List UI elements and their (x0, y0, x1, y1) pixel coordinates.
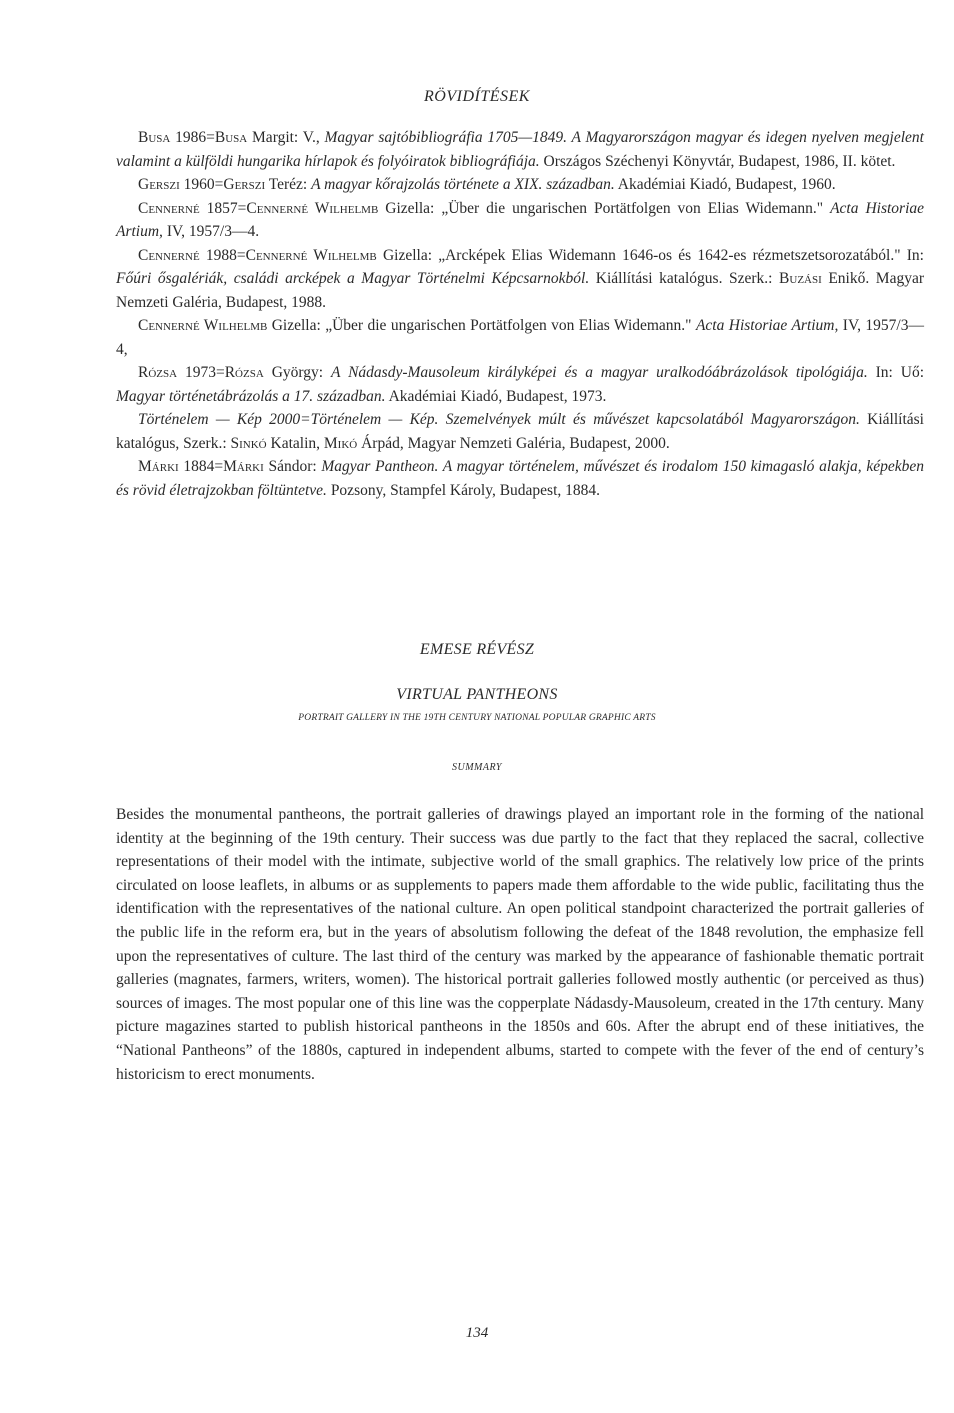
bibliography-entry (116, 408, 924, 455)
entry-segment: Márki (138, 458, 179, 475)
entry-segment: Márki (223, 458, 264, 475)
page-number: 134 (465, 1325, 489, 1341)
entry-segment: Busa (138, 129, 171, 146)
entry-segment: 1884= (178, 458, 224, 475)
entry-segment: Országos Széchenyi Könyvtár, Budapest, 1986, II. kötet. (539, 152, 896, 170)
entry-segment: Gizella: „Arcképek Elias Widemann 1646-os és 1642-es rézmetszetsorozatából." In: (376, 246, 924, 264)
entry-segment: Magyar Pantheon. A magyar történelem, művészet és irodalom 150 kimagasló alakja, képekben és rövid életrajzokban föltüntetve. (116, 458, 925, 499)
entry-segment: Pozsony, Stampfel Károly, Budapest, 1884. (326, 481, 601, 499)
entry-segment: Gizella: „Über die ungarischen Portätfolgen von Elias Widemann." (378, 199, 831, 217)
entry-segment: Cennerné Wilhelmb (246, 199, 379, 217)
entry-segment: Magyar történetábrázolás a 17. században. (116, 387, 386, 405)
entry-segment: Főúri ősgalériák, családi arcképek a Magyar Történelmi Képcsarnokból. (116, 270, 590, 287)
entry-segment: Sinkó (230, 434, 267, 452)
entry-segment: Kiállítási katalógus, Szerk.: (116, 411, 924, 452)
entry-segment: Enikő. Magyar Nemzeti Galéria, Budapest, 1988. (116, 270, 924, 311)
entry-segment: 1988= (199, 246, 246, 264)
entry-segment: Magyar sajtóbibliográfia 1705—1849. A Magyarországon magyar és idegen nyelven megjelent valamint a külföldi hungarika hírlapok és folyóiratok bibliográfiája. (116, 129, 924, 170)
entry-segment: Acta Historiae Artium, (695, 317, 839, 334)
entry-segment: Teréz: (265, 176, 312, 193)
entry-segment: Cennerné Wilhelmb (138, 317, 268, 334)
entry-segment: Sándor: (263, 458, 322, 475)
entry-segment: 1973= (177, 364, 225, 381)
entry-segment: Cennerné (138, 246, 200, 264)
entry-segment: Gerszi (138, 176, 180, 193)
entry-segment: Mikó (323, 434, 358, 452)
entry-segment: 1857= (199, 199, 247, 217)
entry-segment: Rózsa (224, 364, 264, 381)
summary-text: Besides the monumental pantheons, the portrait galleries of drawings played an important role in the forming of the national identity at the beginning of the 19th century. Their success was due partly to the fact that they replaced the sacral, collective representations of their model with the intimate, subjective world of the small graphics. The relatively low price of the prints circulated on loose leaflets, in albums or as supplements to papers made them affordable to the wide public, facilitating thus the identification with the representatives of the national culture. An open political standpoint characterized the portrait galleries of the public life in the reform era, but in the years of absolutism following the defeat of the 1848 revolution, the emphasize fell upon the representatives of culture. The last third of the century was marked by the appearance of fashionable thematic portrait galleries (magnates, farmers, writers, women). The historical portrait galleries followed mostly authentic (or perceived as thus) sources of images. The most popular one of this line was the copperplate Nádasdy-Mausoleum, created in the 17th century. Many picture magazines started to publish historical pantheons in the 1850s and 60s. After the abrupt end of these initiatives, the “National Pantheons” of the 1880s, captured in independent albums, started to compete with the fever of the end of century’s historicism to erect monuments. (116, 806, 924, 1083)
entry-segment: A Nádasdy-Mausoleum királyképei és a magyar uralkodóábrázolások tipológiája. (330, 364, 868, 381)
bibliography-list (116, 126, 924, 502)
bibliography-entry (116, 244, 924, 315)
bibliography-entry (116, 126, 924, 173)
entry-segment: Történelem — Kép 2000=Történelem — Kép. Szemelvények múlt és művészet kapcsolatából Magyarországon. (138, 411, 860, 428)
entry-segment: Cennerné Wilhelmb (245, 246, 377, 264)
bibliography-entry (116, 173, 924, 197)
entry-segment: Rózsa (138, 364, 178, 381)
entry-segment: Gizella: „Über die ungarischen Portätfolgen von Elias Widemann." (267, 317, 696, 334)
bibliography-entry (116, 197, 924, 244)
entry-segment: Árpád, Magyar Nemzeti Galéria, Budapest, 2000. (357, 434, 670, 452)
summary-label: SUMMARY (452, 762, 502, 773)
entry-segment: A magyar kőrajzolás története a XIX. században. (311, 176, 615, 193)
entry-segment: In: Uő: (867, 364, 924, 381)
entry-segment: Akadémiai Kiadó, Budapest, 1960. (614, 176, 836, 193)
entry-segment: Cennerné (138, 199, 200, 217)
section-heading: RÖVIDÍTÉSEK (424, 88, 530, 105)
entry-segment: Akadémiai Kiadó, Budapest, 1973. (385, 387, 607, 405)
entry-segment: Margit: V., (247, 129, 325, 146)
entry-segment: Busa (214, 129, 248, 146)
author-name: EMESE RÉVÉSZ (419, 641, 535, 658)
entry-segment: Katalin, (266, 434, 324, 452)
bibliography-entry (116, 314, 924, 361)
entry-segment: 1960= (179, 176, 224, 193)
bibliography-entry (116, 455, 924, 502)
entry-segment: Acta Historiae Artium, (116, 199, 925, 240)
article-subtitle: PORTRAIT GALLERY IN THE 19TH CENTURY NATIONAL POPULAR GRAPHIC ARTS (298, 713, 656, 723)
article-title: VIRTUAL PANTHEONS (396, 686, 558, 703)
bibliography-entry (116, 361, 924, 408)
entry-segment: Kiállítási katalógus. Szerk.: (589, 270, 780, 287)
entry-segment: Gerszi (223, 176, 266, 193)
entry-segment: 1986= (170, 129, 215, 146)
entry-segment: IV, 1957/3—4. (162, 223, 260, 240)
entry-segment: György: (263, 364, 331, 381)
entry-segment: Buzási (779, 270, 822, 287)
entry-segment: IV, 1957/3—4, (116, 317, 924, 358)
